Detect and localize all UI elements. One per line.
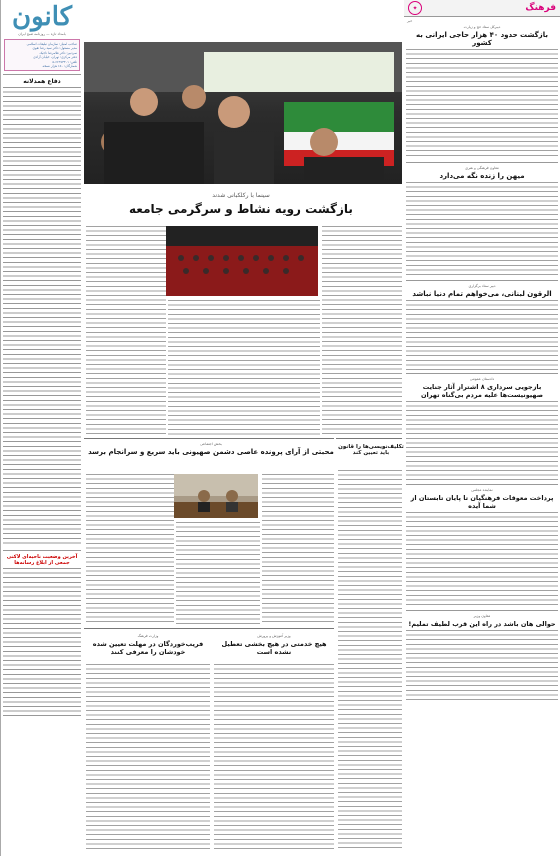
divider	[84, 628, 334, 629]
box2-headline: هیچ خدمتی در هیچ بخشی تعطیل نشده است	[221, 640, 327, 656]
r-super-4: دادستان عمومی	[469, 377, 495, 381]
article-body	[3, 87, 81, 547]
article-body	[406, 630, 558, 700]
headline-super: سینما با رکلکبانی شدند	[212, 192, 270, 199]
office-photo	[174, 474, 258, 518]
box2-super: وزیر آموزش و پرورش	[257, 634, 291, 638]
r-super-1: دبیرکل ستاد حج و زیارت	[463, 25, 501, 29]
culture-icon: ✦	[408, 1, 422, 15]
article-body	[322, 226, 402, 436]
r-super-3: دبیر ستاد برگزاری	[468, 284, 496, 288]
center-column	[84, 0, 402, 856]
divider	[84, 438, 334, 439]
info-line: تلفن: ۶۶۹۷۳۳۰۱-۵	[52, 59, 77, 64]
bottom-super: بخش اجتماعی	[200, 442, 222, 446]
r-headline-5: پرداخت معوقات فرهنگیان تا پایان تابستان از شما آیده	[410, 494, 554, 510]
divider	[406, 610, 558, 611]
article-body	[406, 512, 558, 607]
cinema-illustration	[166, 226, 318, 296]
divider	[406, 162, 558, 163]
masthead-logo: کانون	[11, 2, 73, 32]
divider	[336, 438, 402, 439]
r-headline-1: بازگشت حدود ۴۰ هزار حاجی ایرانی به کشور	[416, 31, 548, 47]
left-headline-2: آخرین وضعیت ناحیه‌ای لاکنی جمعی از ابلاغ رسانه‌ها	[6, 554, 78, 567]
r-headline-2: میهن را زنده نگه می‌دارد	[439, 172, 525, 180]
article-body	[86, 226, 166, 436]
office-illustration	[174, 474, 258, 518]
left-column	[0, 0, 83, 856]
news-tag: خبر	[407, 19, 413, 23]
info-line: صاحب امتیاز: سازمان تبلیغات اسلامی	[26, 42, 77, 46]
article-body	[3, 568, 81, 718]
article-body	[86, 474, 174, 624]
divider	[406, 373, 558, 374]
cinema-photo	[166, 226, 318, 296]
masthead-sub: بامداد تازه — روزنامه صبح ایران	[18, 32, 66, 36]
divider	[406, 484, 558, 485]
r-headline-4: بازجویی سرداری ۸ اشتراز آثار جنایت صهیونیست‌ها علیه مردم بی‌گناه تهران	[420, 383, 544, 399]
r-super-5: نماینده مجلس	[471, 488, 493, 492]
section-title: فرهنگ	[525, 3, 556, 13]
article-body	[406, 401, 558, 481]
main-headline: بازگشت رویه نشاط و سرگرمی جامعه	[129, 202, 353, 216]
r-headline-6: حوالی هان باشد در راه این قرب لطیف تملیم!	[408, 620, 556, 628]
article-body	[168, 300, 320, 436]
info-line: سردبیر: دکتر غلامرضا تاجیک	[39, 50, 77, 55]
article-body	[406, 300, 558, 370]
r-headline-3: الرقون لبنانی، می‌خواهم تمام دنیا نباشد	[412, 290, 552, 298]
divider	[3, 74, 81, 75]
masthead-info	[4, 39, 80, 71]
info-line: شمارگان: ۱۵۰ هزار نسخه	[42, 64, 77, 69]
r-super-2: معاون فرهنگی و هنری	[465, 166, 499, 170]
article-body	[406, 49, 558, 159]
article-body	[338, 470, 402, 850]
article-body	[262, 474, 334, 624]
box1-super: وزارت فرهنگ	[137, 634, 159, 638]
divider	[3, 550, 81, 551]
left-headline-1: دفاع همدلانه	[23, 78, 61, 86]
side-headline: تکلیف‌نویسی‌ها را قانون باید تعیین کند	[338, 444, 404, 456]
article-body	[86, 664, 210, 850]
box1-headline: فریب‌خوردگان در مهلت تعیین شده خودشان را معرفی کنند	[92, 640, 204, 656]
section-header	[404, 0, 560, 17]
divider	[406, 280, 558, 281]
right-column	[404, 0, 560, 856]
funeral-photo	[84, 42, 402, 184]
article-body	[406, 182, 558, 277]
r-super-6: معاون وزیر	[473, 614, 491, 618]
info-line: مدیر مسئول: دکتر سید رضا تقوی	[32, 46, 77, 51]
article-body	[214, 664, 334, 850]
photo-illustration	[84, 42, 402, 184]
info-line: دفتر مرکزی: تهران، خیابان آزادی	[33, 55, 77, 60]
article-body	[176, 522, 260, 624]
bottom-headline: محبتی از آرای پرونده عاصی دشمن صهیونی باید سریع و سرانجام برسد	[88, 448, 334, 456]
